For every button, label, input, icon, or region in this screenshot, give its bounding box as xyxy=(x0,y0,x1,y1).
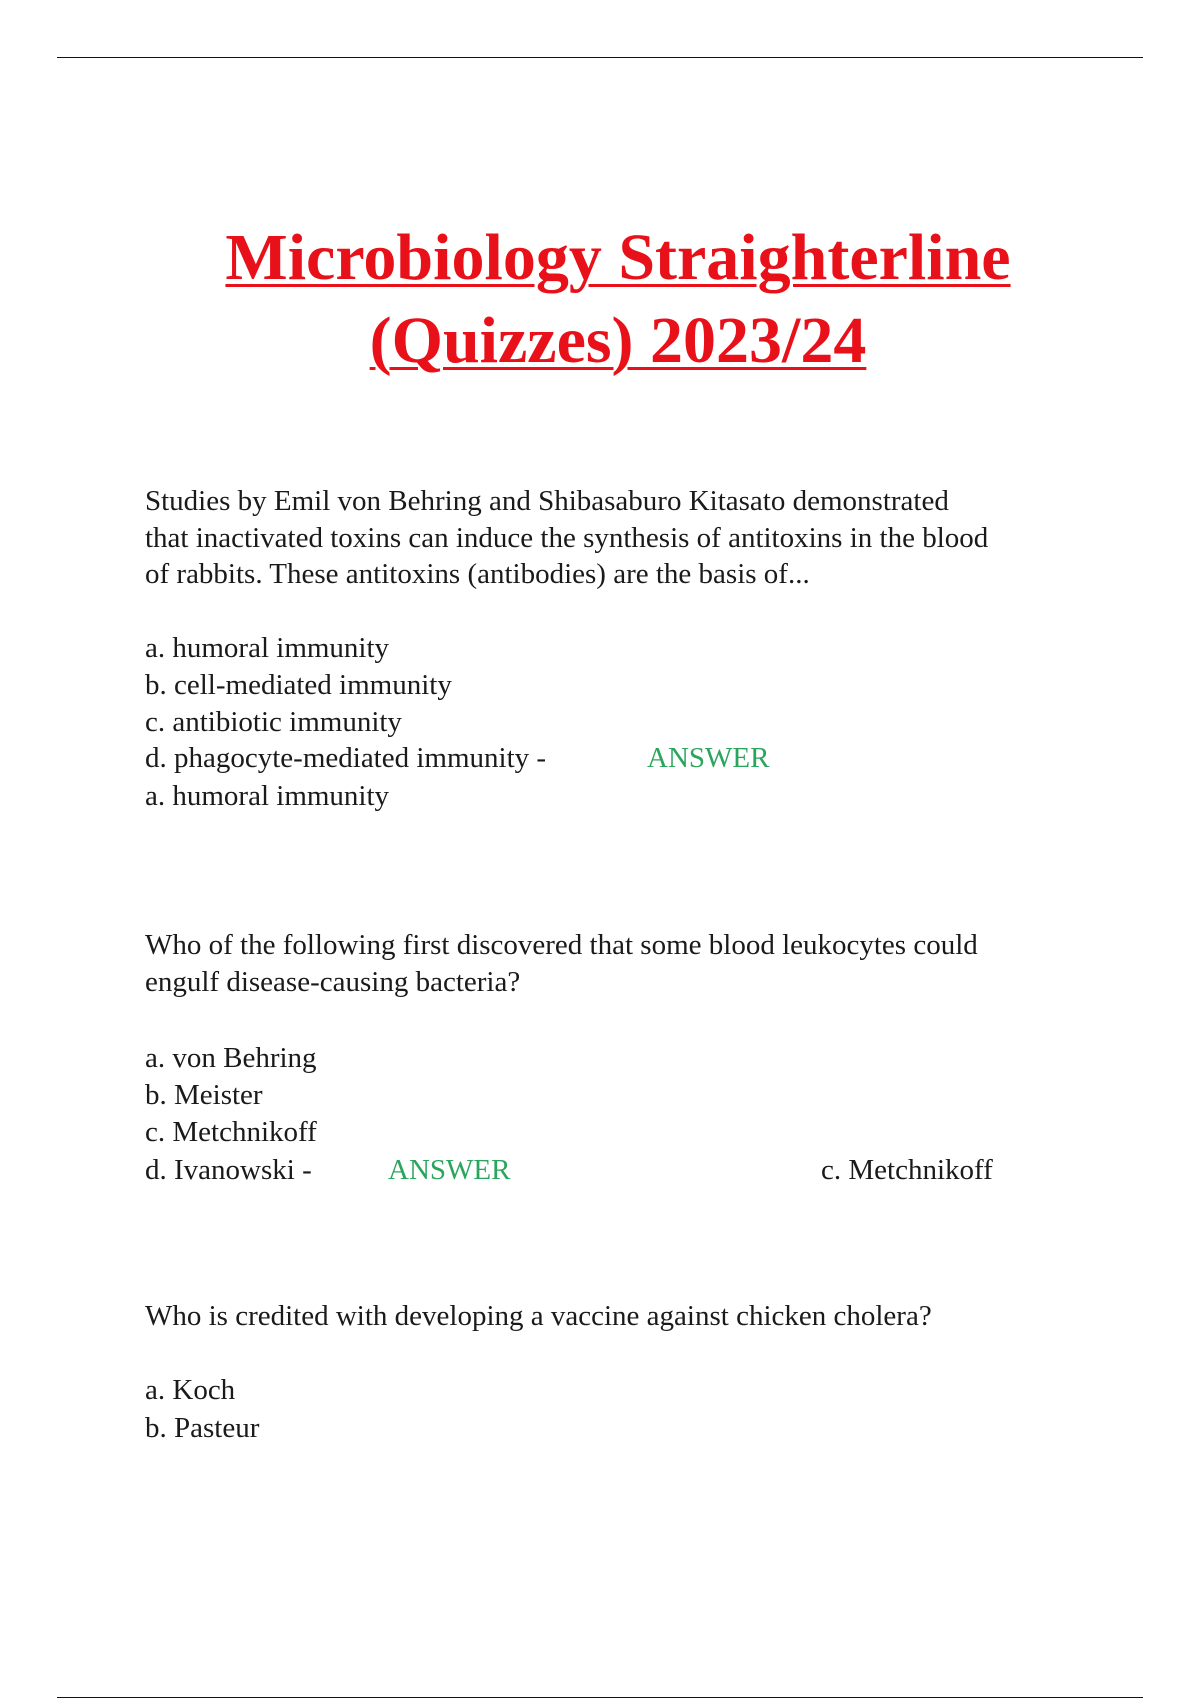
answer-text: a. humoral immunity xyxy=(145,780,390,812)
question-1-prompt-line: that inactivated toxins can induce the synthesis of antitoxins in the blood xyxy=(145,521,989,554)
option-c: c. Metchnikoff xyxy=(145,1116,317,1148)
top-rule xyxy=(57,57,1143,58)
answer-label: ANSWER xyxy=(647,742,770,774)
option-a: a. humoral immunity xyxy=(145,632,390,664)
question-1-prompt-line: Studies by Emil von Behring and Shibasaburo Kitasato demonstrated xyxy=(145,485,949,517)
option-c: c. antibiotic immunity xyxy=(145,706,402,738)
question-2-options xyxy=(145,1040,1105,1200)
document-title xyxy=(0,216,1200,382)
option-a: a. Koch xyxy=(145,1374,236,1406)
option-d: d. Ivanowski - xyxy=(145,1154,312,1186)
option-d: d. phagocyte-mediated immunity - xyxy=(145,742,547,774)
question-3-options xyxy=(145,1372,1105,1452)
answer-text: c. Metchnikoff xyxy=(821,1154,993,1186)
question-1 xyxy=(145,483,1105,593)
title-line-1: Microbiology Straighterline xyxy=(225,221,1011,294)
question-1-prompt-line: of rabbits. These antitoxins (antibodies) are the basis of... xyxy=(145,558,810,590)
question-2-prompt-line: Who of the following first discovered that some blood leukocytes could xyxy=(145,929,978,961)
bottom-rule xyxy=(57,1697,1143,1698)
option-b: b. Pasteur xyxy=(145,1412,260,1444)
question-2-prompt-line: engulf disease-causing bacteria? xyxy=(145,965,521,998)
title-line-2: (Quizzes) 2023/24 xyxy=(369,304,867,377)
question-3 xyxy=(145,1298,1105,1335)
option-b: b. Meister xyxy=(145,1079,263,1111)
option-a: a. von Behring xyxy=(145,1042,317,1074)
question-3-prompt-line: Who is credited with developing a vaccine against chicken cholera? xyxy=(145,1300,932,1332)
question-1-options xyxy=(145,630,1105,820)
option-b: b. cell-mediated immunity xyxy=(145,669,452,701)
answer-label: ANSWER xyxy=(388,1154,511,1186)
question-2 xyxy=(145,927,1105,1000)
